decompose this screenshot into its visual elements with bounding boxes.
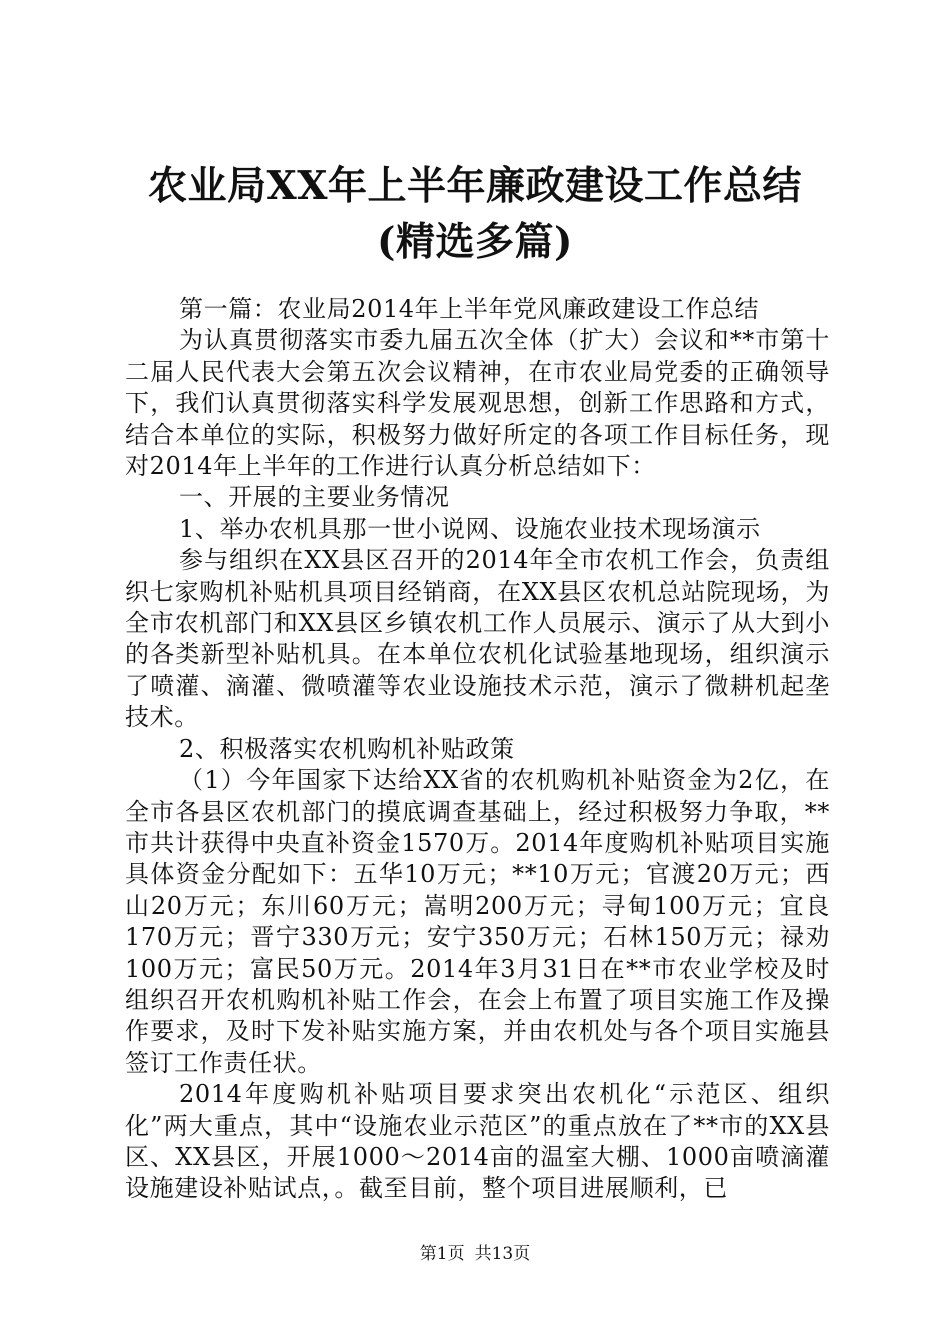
subsection-heading: 1、举办农机具那一世小说网、设施农业技术现场演示 <box>179 514 761 543</box>
document-body <box>125 294 830 1205</box>
page-number: 第1页 <box>419 1244 465 1264</box>
document-title: 农业局XX年上半年廉政建设工作总结(精选多篇) <box>147 163 803 265</box>
paragraph: （1）今年国家下达给XX省的农机购机补贴资金为2亿，在全市各县区农机部门的摸底调查基础上，经过积极努力争取，**市共计获得中央直补资金1570万。2014年度购机补贴项目实施具体资金分配如下：五华10万元；**10万元；官渡20万元；西山20万元；东川60万元；嵩明200万元；寻甸100万元；宜良170万元；晋宁330万元；安宁350万元；石林150万元；禄劝100万元；富民50万元。2014年3月31日在**市农业学校及时组织召开农机购机补贴工作会，在会上布置了项目实施工作及操作要求，及时下发补贴实施方案，并由农机处与各个项目实施县签订工作责任状。 <box>125 766 830 1077</box>
subsection-heading: 2、积极落实农机购机补贴政策 <box>179 734 515 763</box>
page-footer <box>0 1244 950 1264</box>
section-heading: 一、开展的主要业务情况 <box>179 483 450 512</box>
paragraph: 为认真贯彻落实市委九届五次全体（扩大）会议和**市第十二届人民代表大会第五次会议精神，在市农业局党委的正确领导下，我们认真贯彻落实科学发展观思想，创新工作思路和方式，结合本单位的实际，积极努力做好所定的各项工作目标任务，现对2014年上半年的工作进行认真分析总结如下： <box>125 326 830 481</box>
paragraph: 参与组织在XX县区召开的2014年全市农机工作会，负责组织七家购机补贴机具项目经销商，在XX县区农机总站院现场，为全市农机部门和XX县区乡镇农机工作人员展示、演示了从大到小的各类新型补贴机具。在本单位农机化试验基地现场，组织演示了喷灌、滴灌、微喷灌等农业设施技术示范，演示了微耕机起垄技术。 <box>125 546 830 732</box>
section-heading: 第一篇：农业局2014年上半年党风廉政建设工作总结 <box>179 295 760 323</box>
page-total: 共13页 <box>474 1244 531 1264</box>
paragraph: 2014年度购机补贴项目要求突出农机化“示范区、组织化”两大重点，其中“设施农业示范区”的重点放在了**市的XX县区、XX县区，开展1000～2014亩的温室大棚、1000亩喷滴灌设施建设补贴试点，。截至目前，整个项目进展顺利，已 <box>125 1080 830 1203</box>
